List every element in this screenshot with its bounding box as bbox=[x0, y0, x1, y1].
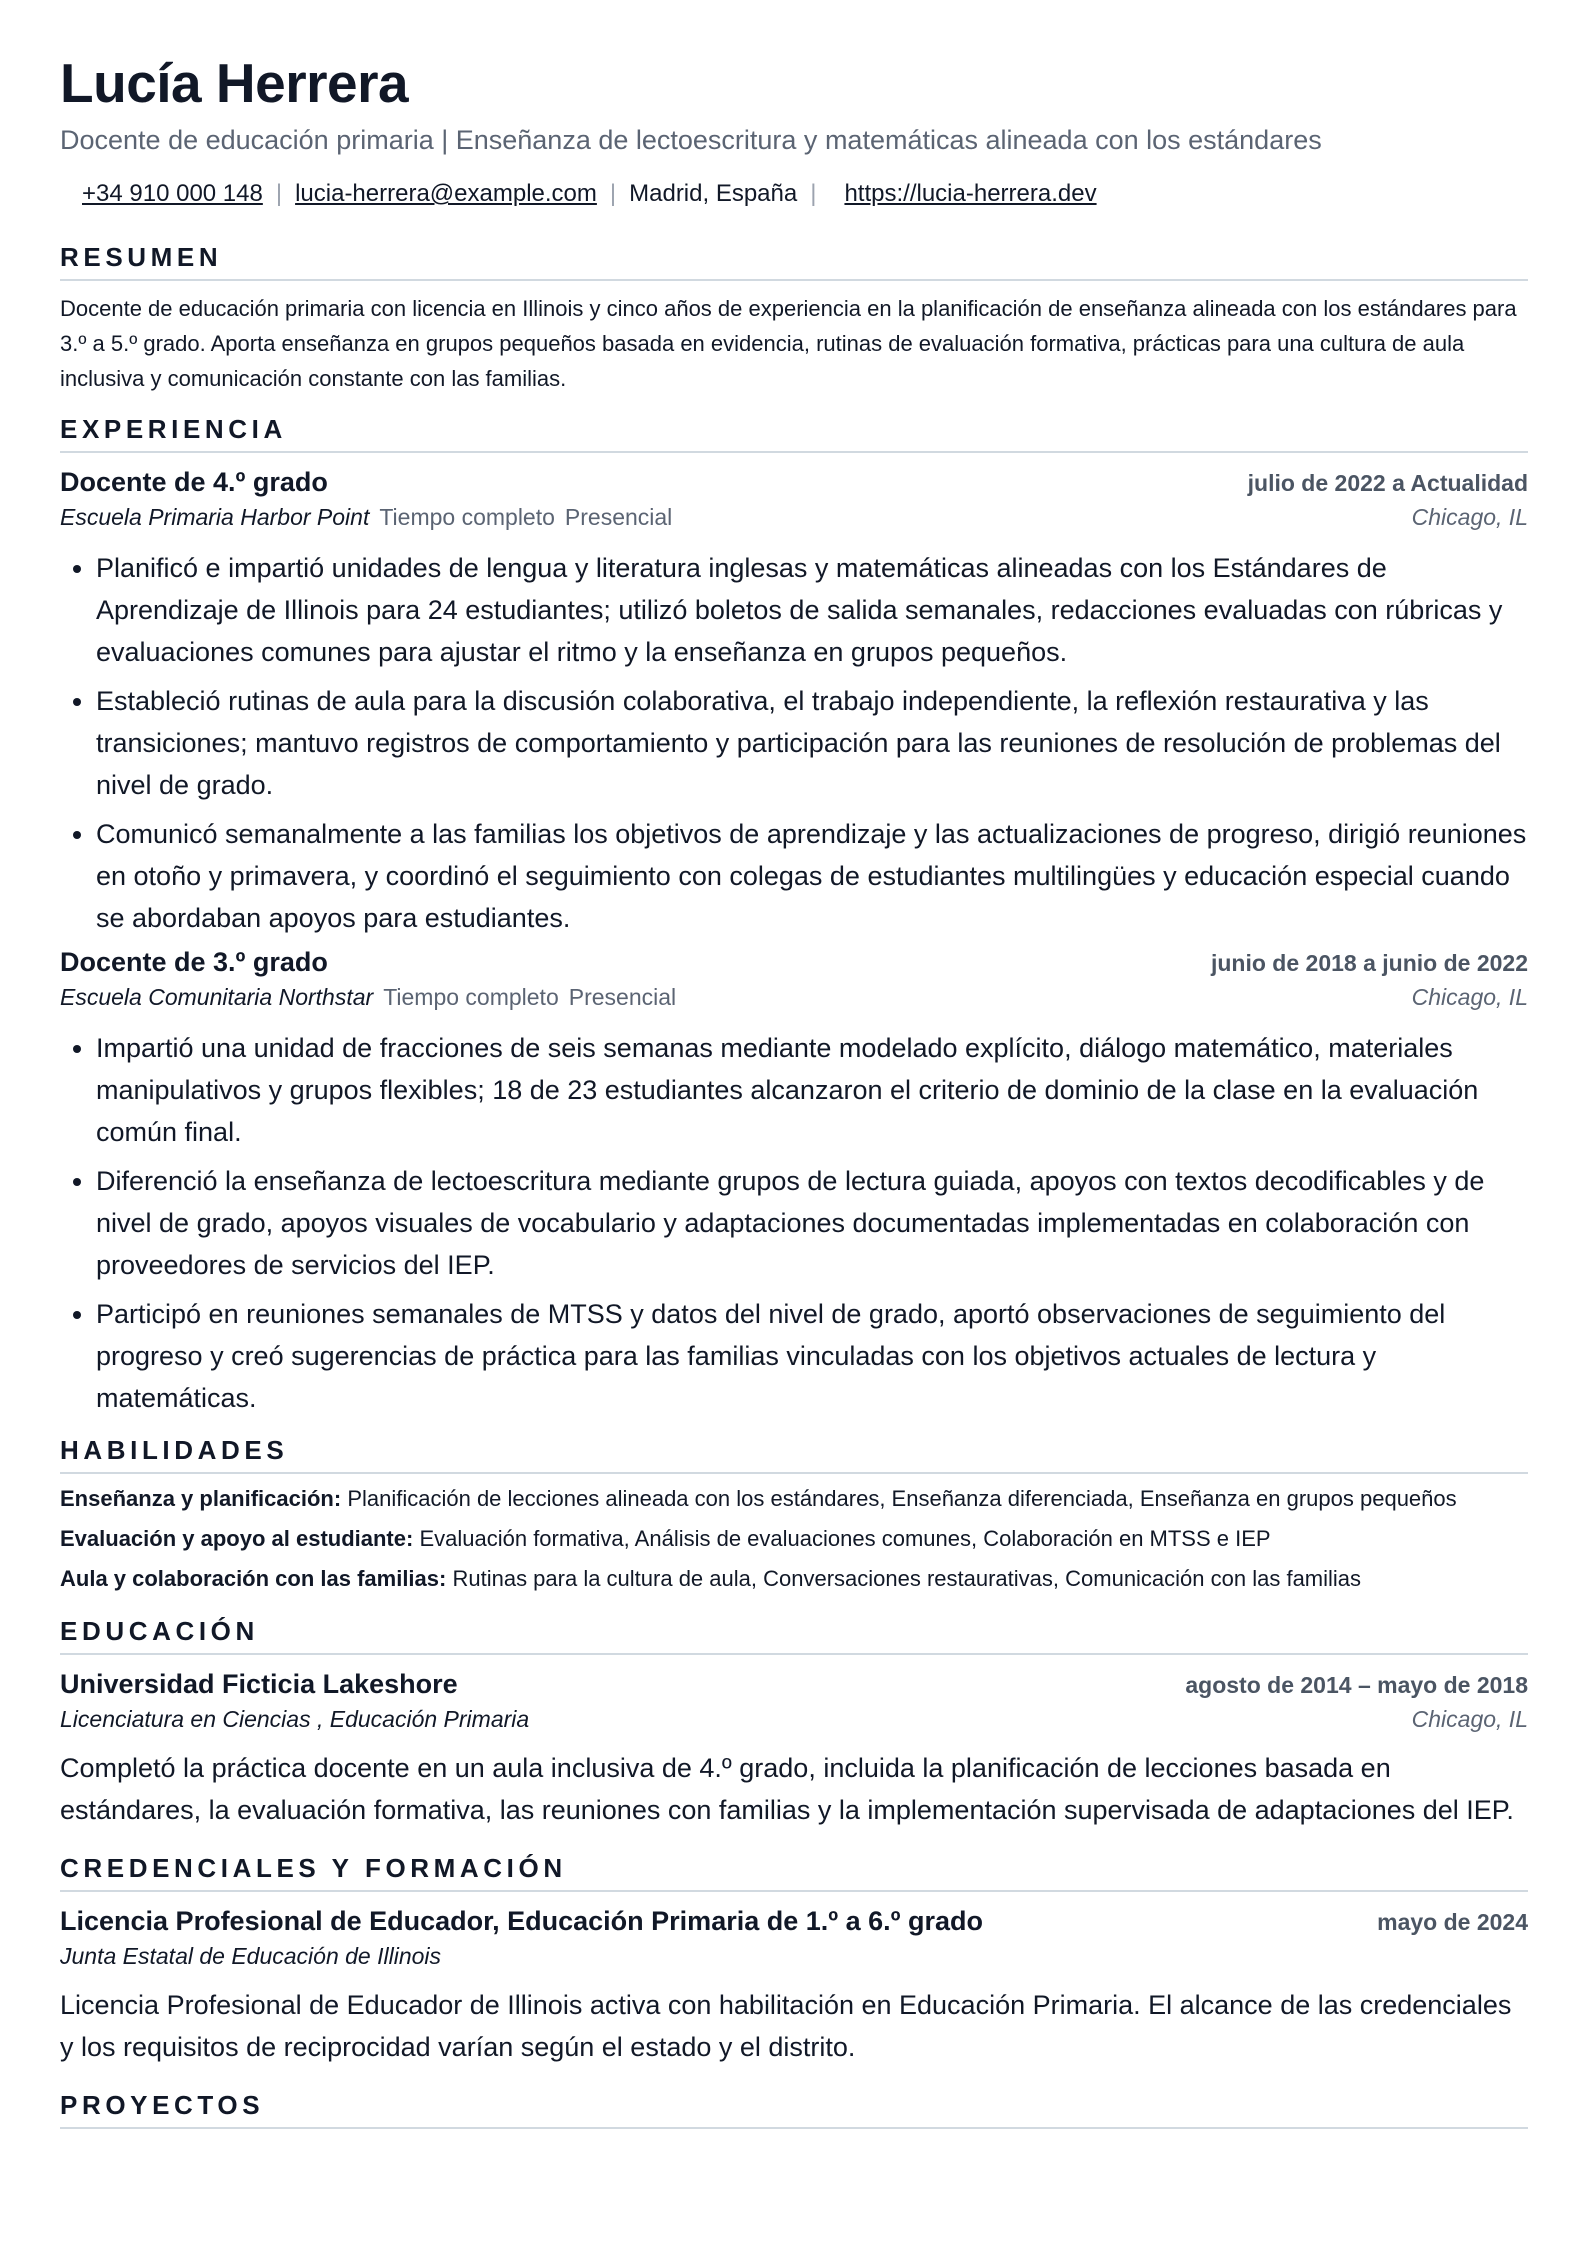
skill-group-label: Evaluación y apoyo al estudiante: bbox=[60, 1526, 414, 1552]
job-entry bbox=[60, 467, 1528, 939]
education-description: Completó la práctica docente en un aula inclusiva de 4.º grado, incluida la planificación de lecciones basada en estándares, la evaluación formativa, las reuniones con familias y la implementación supervisada de adaptaciones del IEP. bbox=[60, 1753, 1514, 1826]
contact-bar bbox=[60, 180, 1528, 208]
job-entry bbox=[60, 947, 1528, 1419]
section-title-education: EDUCACIÓN bbox=[60, 1616, 1528, 1655]
job-organization: Escuela Comunitaria Northstar bbox=[60, 984, 374, 1011]
skill-group-items: Evaluación formativa, Análisis de evaluaciones comunes, Colaboración en MTSS e IEP bbox=[419, 1526, 1271, 1552]
job-bullet: • Comunicó semanalmente a las familias los objetivos de aprendizaje y las actualizaciones de progreso, dirigió reuniones en otoño y primavera, y coordinó el seguimiento con colegas de estudiantes multilingües y educación especial cuando se abordaban apoyos para estudiantes. bbox=[96, 813, 1528, 939]
experience-section bbox=[60, 414, 1528, 1419]
contact-separator: | bbox=[275, 180, 283, 208]
job-mode: Presencial bbox=[564, 504, 673, 531]
projects-section bbox=[60, 2090, 1528, 2129]
job-location: Chicago, IL bbox=[1411, 984, 1528, 1011]
summary-text: Docente de educación primaria con licencia en Illinois y cinco años de experiencia en la planificación de enseñanza alineada con los estándares para 3.º a 5.º grado. Aporta enseñanza en grupos pequeños basada en evidencia, rutinas de evaluación formativa, prácticas para una cultura de aula inclusiva y comunicación constante con las familias. bbox=[60, 296, 1517, 392]
job-type: Tiempo completo bbox=[383, 984, 559, 1011]
education-section bbox=[60, 1616, 1528, 1831]
job-bullet: • Diferenció la enseñanza de lectoescritura mediante grupos de lectura guiada, apoyos con textos decodificables y de nivel de grado, apoyos visuales de vocabulario y adaptaciones documentadas implementadas en colaboración con proveedores de servicios del IEP. bbox=[96, 1160, 1528, 1286]
skill-group bbox=[60, 1484, 1528, 1514]
section-title-credentials: CREDENCIALES Y FORMACIÓN bbox=[60, 1853, 1528, 1892]
contact-separator: | bbox=[810, 180, 817, 208]
location-text: Madrid, España bbox=[629, 180, 798, 208]
skill-group bbox=[60, 1564, 1528, 1594]
contact-separator: | bbox=[609, 180, 617, 208]
education-dates: agosto de 2014 – mayo de 2018 bbox=[1185, 1672, 1528, 1699]
job-bullet: • Planificó e impartió unidades de lengua y literatura inglesas y matemáticas alineadas con los Estándares de Aprendizaje de Illinois para 24 estudiantes; utilizó boletos de salida semanales, redacciones evaluadas con rúbricas y evaluaciones comunes para ajustar el ritmo y la enseñanza en grupos pequeños. bbox=[96, 547, 1528, 673]
section-title-skills: HABILIDADES bbox=[60, 1435, 1528, 1474]
job-dates: julio de 2022 a Actualidad bbox=[1247, 470, 1528, 497]
candidate-headline: Docente de educación primaria | Enseñanza de lectoescritura y matemáticas alineada con los estándares bbox=[60, 125, 1322, 155]
skill-group-label: Enseñanza y planificación: bbox=[60, 1486, 342, 1512]
skill-group-items: Rutinas para la cultura de aula, Conversaciones restaurativas, Comunicación con las familias bbox=[452, 1566, 1362, 1592]
credential-issuer: Junta Estatal de Educación de Illinois bbox=[60, 1943, 442, 1970]
phone-link[interactable]: +34 910 000 148 bbox=[82, 180, 263, 208]
job-bullet: • Participó en reuniones semanales de MTSS y datos del nivel de grado, aportó observaciones de seguimiento del progreso y creó sugerencias de práctica para las familias vinculadas con los objetivos actuales de lectura y matemáticas. bbox=[96, 1293, 1528, 1419]
credential-name: Licencia Profesional de Educador, Educación Primaria de 1.º a 6.º grado bbox=[60, 1906, 984, 1937]
skill-group-label: Aula y colaboración con las familias: bbox=[60, 1566, 447, 1592]
summary-section bbox=[60, 242, 1528, 396]
education-entry bbox=[60, 1669, 1528, 1831]
job-type: Tiempo completo bbox=[379, 504, 555, 531]
job-bullets bbox=[60, 1027, 1528, 1419]
credential-date: mayo de 2024 bbox=[1377, 1909, 1528, 1936]
education-location: Chicago, IL bbox=[1411, 1706, 1528, 1733]
job-organization: Escuela Primaria Harbor Point bbox=[60, 504, 370, 531]
candidate-name: Lucía Herrera bbox=[60, 52, 409, 114]
job-bullet: • Estableció rutinas de aula para la discusión colaborativa, el trabajo independiente, la reflexión restaurativa y las transiciones; mantuvo registros de comportamiento y participación para las reuniones de resolución de problemas del nivel de grado. bbox=[96, 680, 1528, 806]
job-bullets bbox=[60, 547, 1528, 939]
degree-name: Licenciatura en Ciencias , Educación Primaria bbox=[60, 1706, 530, 1733]
job-dates: junio de 2018 a junio de 2022 bbox=[1210, 950, 1528, 977]
email-link[interactable]: lucia-herrera@example.com bbox=[295, 180, 597, 208]
section-title-summary: RESUMEN bbox=[60, 242, 1528, 281]
credential-description: Licencia Profesional de Educador de Illinois activa con habilitación en Educación Primaria. El alcance de las credenciales y los requisitos de reciprocidad varían según el estado y el distrito. bbox=[60, 1990, 1512, 2063]
credentials-section bbox=[60, 1853, 1528, 2068]
job-title: Docente de 4.º grado bbox=[60, 467, 328, 498]
job-title: Docente de 3.º grado bbox=[60, 947, 328, 978]
website-link[interactable]: https://lucia-herrera.dev bbox=[844, 180, 1097, 208]
section-title-experience: EXPERIENCIA bbox=[60, 414, 1528, 453]
school-name: Universidad Ficticia Lakeshore bbox=[60, 1669, 458, 1700]
credential-entry bbox=[60, 1906, 1528, 2068]
skill-group bbox=[60, 1524, 1528, 1554]
skill-group-items: Planificación de lecciones alineada con los estándares, Enseñanza diferenciada, Enseñanza en grupos pequeños bbox=[347, 1486, 1457, 1512]
job-bullet: • Impartió una unidad de fracciones de seis semanas mediante modelado explícito, diálogo matemático, materiales manipulativos y grupos flexibles; 18 de 23 estudiantes alcanzaron el criterio de dominio de la clase en la evaluación común final. bbox=[96, 1027, 1528, 1153]
section-title-projects: PROYECTOS bbox=[60, 2090, 1528, 2129]
job-location: Chicago, IL bbox=[1411, 504, 1528, 531]
job-mode: Presencial bbox=[568, 984, 677, 1011]
skills-section bbox=[60, 1435, 1528, 1594]
